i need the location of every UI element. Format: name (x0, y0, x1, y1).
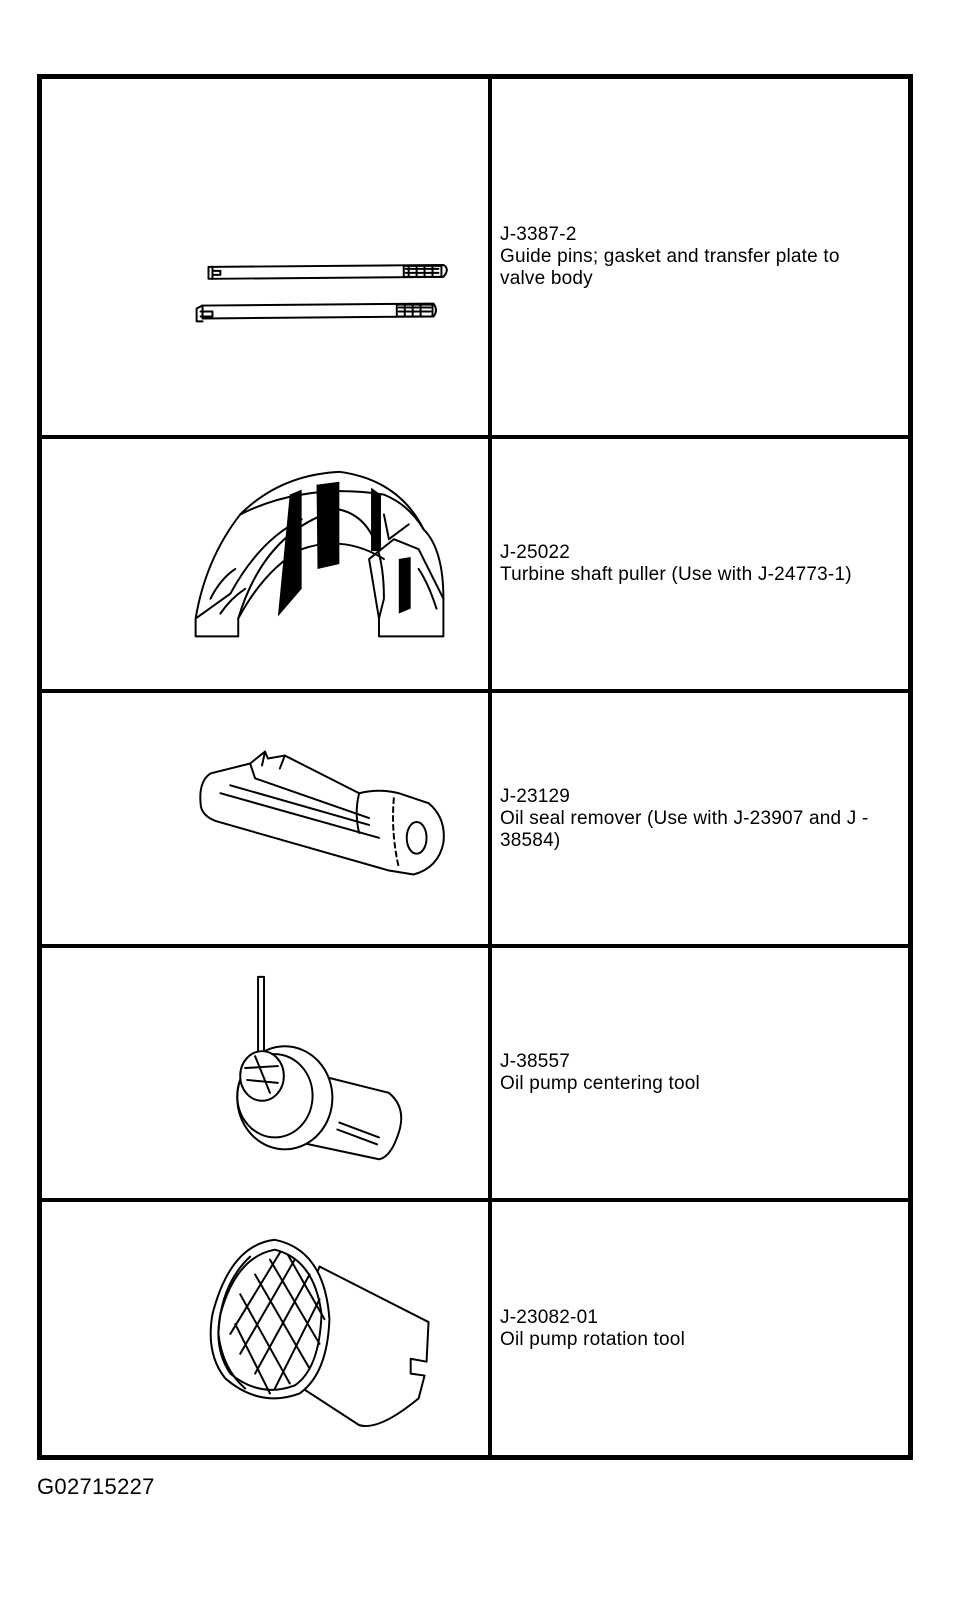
table-row (42, 1202, 908, 1455)
tool-description: Oil pump centering tool (500, 1073, 700, 1094)
guide-pins-icon (42, 79, 488, 435)
special-tools-table (37, 74, 913, 1460)
tool-description: Turbine shaft puller (Use with J-24773-1) (500, 564, 852, 585)
tool-illustration-cell (42, 1202, 492, 1455)
part-number: J-23129 (500, 785, 571, 807)
part-number: J-38557 (500, 1051, 571, 1072)
table-row (42, 693, 908, 948)
table-row (42, 79, 908, 439)
tool-description-cell (492, 439, 908, 689)
tool-illustration-cell (42, 79, 492, 435)
tool-illustration-cell (42, 439, 492, 689)
part-number: J-25022 (500, 542, 571, 563)
tool-description: Oil seal remover (Use with J-23907 and J - 38584) (500, 807, 869, 851)
tool-description-cell (492, 79, 908, 435)
turbine-shaft-puller-icon (42, 439, 488, 689)
part-number: J-3387-2 (500, 224, 577, 245)
oil-seal-remover-icon (42, 693, 488, 944)
centering-tool-icon (42, 948, 488, 1198)
part-number: J-23082-01 (500, 1306, 599, 1328)
tool-description: Oil pump rotation tool (500, 1328, 685, 1350)
figure-id: G02715227 (37, 1474, 155, 1499)
tool-description: Guide pins; gasket and transfer plate to valve body (500, 246, 840, 289)
tool-description-cell (492, 693, 908, 944)
tool-illustration-cell (42, 948, 492, 1198)
tool-illustration-cell (42, 693, 492, 944)
table-row (42, 948, 908, 1202)
tool-description-cell (492, 1202, 908, 1455)
table-row (42, 439, 908, 693)
rotation-tool-icon (42, 1202, 488, 1455)
tool-description-cell (492, 948, 908, 1198)
